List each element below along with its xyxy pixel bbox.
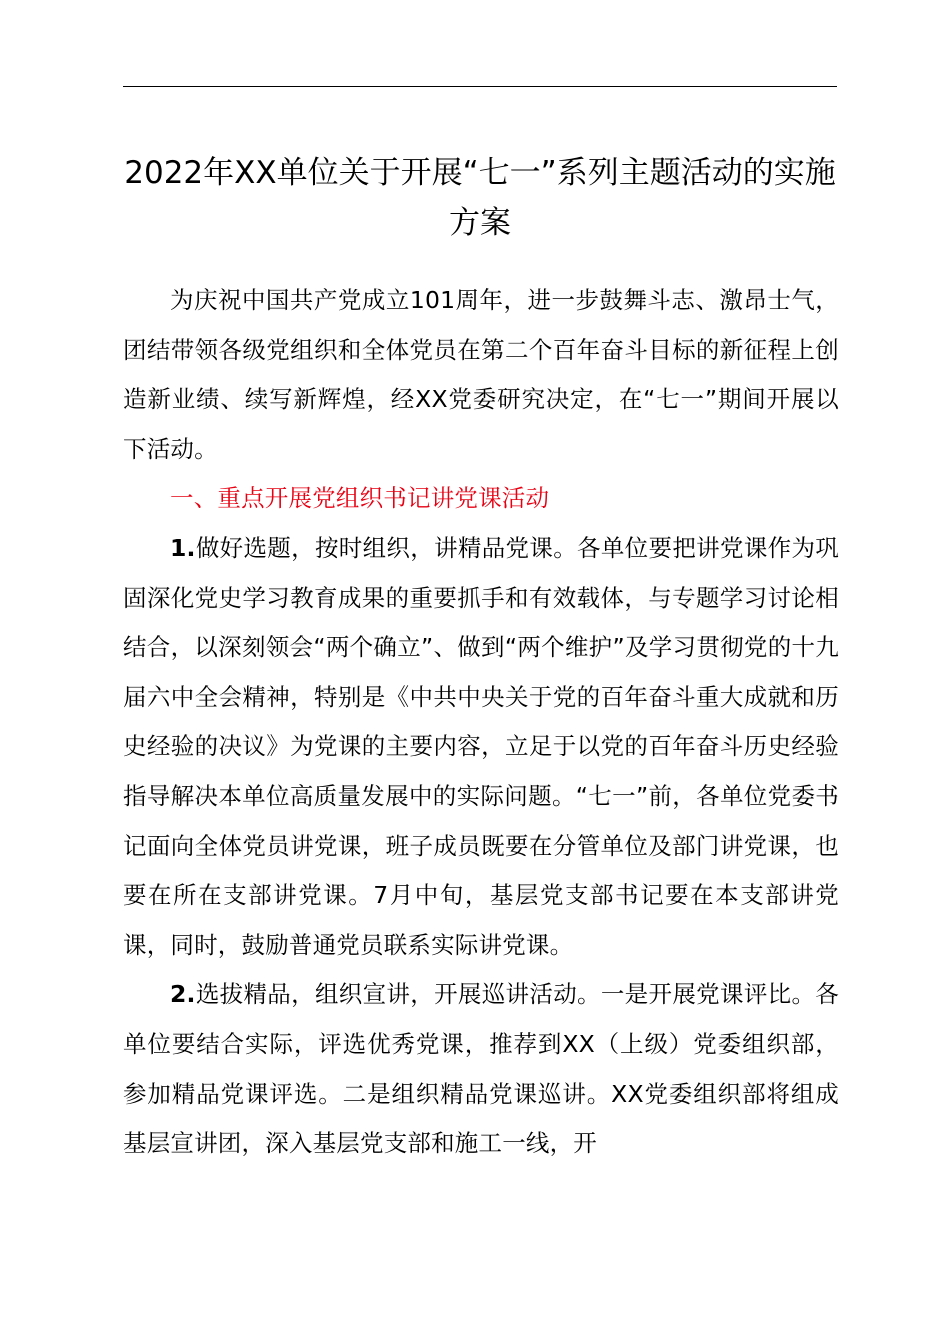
item-paragraph-1 bbox=[123, 524, 839, 970]
item-paragraph-2 bbox=[123, 970, 839, 1168]
header-rule bbox=[123, 86, 837, 87]
item-number: 2. bbox=[170, 980, 196, 1009]
item-text: 选拔精品，组织宣讲，开展巡讲活动。一是开展党课评比。各单位要结合实际，评选优秀党课，推荐到XX（上级）党委组织部，参加精品党课评选。二是组织精品党课巡讲。XX党委组织部将组成基层宣讲团，深入基层党支部和施工一线，开 bbox=[123, 980, 839, 1158]
section-heading: 一、重点开展党组织书记讲党课活动 bbox=[170, 484, 550, 513]
item-text: 做好选题，按时组织，讲精品党课。各单位要把讲党课作为巩固深化党史学习教育成果的重要抓手和有效载体，与专题学习讨论相结合，以深刻领会“两个确立”、做到“两个维护”及学习贯彻党的十九届六中全会精神，特别是《中共中央关于党的百年奋斗重大成就和历史经验的决议》为党课的主要内容，立足于以党的百年奋斗历史经验指导解决本单位高质量发展中的实际问题。“七一”前，各单位党委书记面向全体党员讲党课，班子成员既要在分管单位及部门讲党课，也要在所在支部讲党课。7月中旬，基层党支部书记要在本支部讲党课，同时，鼓励普通党员联系实际讲党课。 bbox=[123, 533, 839, 959]
item-number: 1. bbox=[170, 533, 196, 562]
intro-paragraph: 为庆祝中国共产党成立101周年，进一步鼓舞斗志、激昂士气，团结带领各级党组织和全体党员在第二个百年奋斗目标的新征程上创造新业绩、续写新辉煌，经XX党委研究决定，在“七一”期间开展以下活动。 bbox=[123, 286, 839, 463]
document-body bbox=[123, 276, 839, 1169]
document-title: 2022年XX单位关于开展“七一”系列主题活动的实施方案 bbox=[124, 155, 836, 241]
